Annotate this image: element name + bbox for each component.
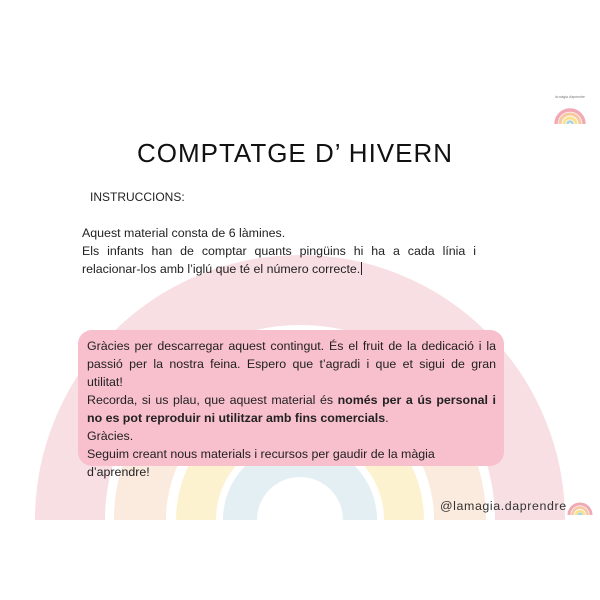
instructions-line-1: Aquest material consta de 6 làmines.	[82, 226, 286, 240]
instructions-line-2	[82, 242, 476, 278]
instructions-text	[82, 224, 476, 278]
text-cursor	[361, 262, 362, 275]
note-paragraph-1: Gràcies per descarregar aquest contingut. És el fruit de la dedicació i la passió per la nostra feina. Espero que t’agradi i que et sigui de gran utilitat!	[87, 339, 496, 389]
instructions-heading: INSTRUCCIONS:	[90, 190, 185, 204]
note-paragraph-2-bold: només per a ús personal i no es pot reproduir ni utilitzar amb fins comercials	[87, 393, 496, 425]
page-title: COMPTATGE D’ HIVERN	[136, 138, 454, 168]
social-handle: @lamagia.daprendre	[440, 499, 567, 513]
rainbow-icon	[566, 493, 594, 517]
note-paragraph-2-start: Recorda, si us plau, que aquest material és	[87, 393, 338, 407]
thank-you-note	[78, 330, 504, 479]
instructions-line-2-text: Els infants han de comptar quants pingüins hi ha a cada línia i relacionar-los amb l’iglú que té el número correcte.	[82, 244, 476, 276]
note-paragraph-2-end: .	[385, 411, 389, 425]
note-thanks: Gràcies.	[87, 429, 134, 443]
logo-text: la màgia d'aprendre	[555, 95, 585, 99]
note-paragraph-2	[87, 391, 496, 427]
note-closing: Seguim creant nous materials i recursos per gaudir de la màgia d’aprendre!	[87, 447, 435, 479]
rainbow-logo-icon	[550, 92, 590, 128]
